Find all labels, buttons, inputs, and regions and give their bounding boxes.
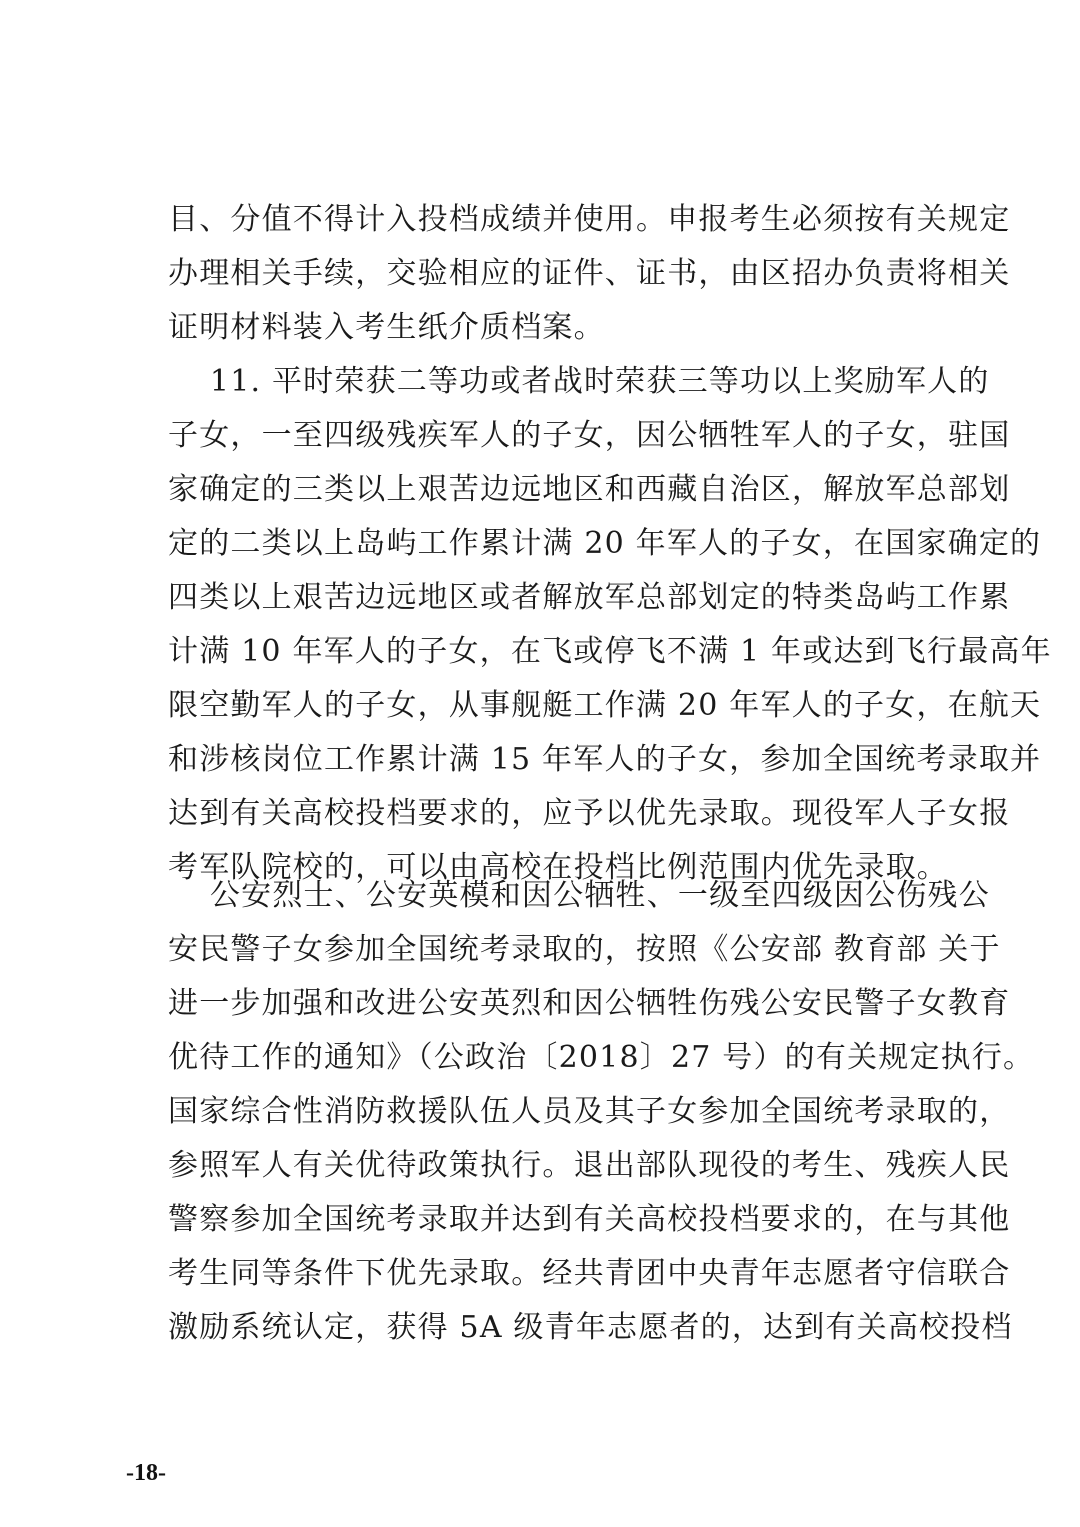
text-line: 考生同等条件下优先录取。经共青团中央青年志愿者守信联合 bbox=[168, 1256, 1011, 1291]
text-line: 激励系统认定，获得 5A 级青年志愿者的，达到有关高校投档 bbox=[168, 1310, 1013, 1345]
page-number: -18- bbox=[126, 1460, 166, 1486]
text-line: 目、分值不得计入投档成绩并使用。申报考生必须按有关规定 bbox=[168, 202, 1011, 237]
text-line: 达到有关高校投档要求的，应予以优先录取。现役军人子女报 bbox=[168, 796, 1011, 831]
paragraph-3 bbox=[168, 869, 1035, 1355]
text-line: 11. 平时荣获二等功或者战时荣获三等功以上奖励军人的 bbox=[168, 364, 990, 399]
paragraph-2 bbox=[168, 355, 1052, 895]
text-line: 参照军人有关优待政策执行。退出部队现役的考生、残疾人民 bbox=[168, 1148, 1011, 1183]
text-line: 限空勤军人的子女，从事舰艇工作满 20 年军人的子女，在航天 bbox=[168, 688, 1042, 723]
text-line: 优待工作的通知》（公政治〔2018〕27 号）的有关规定执行。 bbox=[168, 1040, 1035, 1075]
text-line: 国家综合性消防救援队伍人员及其子女参加全国统考录取的， bbox=[168, 1094, 1011, 1129]
text-line: 定的二类以上岛屿工作累计满 20 年军人的子女，在国家确定的 bbox=[168, 526, 1042, 561]
text-line: 安民警子女参加全国统考录取的，按照《公安部 教育部 关于 bbox=[168, 932, 1001, 967]
text-line: 办理相关手续，交验相应的证件、证书，由区招办负责将相关 bbox=[168, 256, 1011, 291]
text-line: 进一步加强和改进公安英烈和因公牺牲伤残公安民警子女教育 bbox=[168, 986, 1011, 1021]
text-line: 计满 10 年军人的子女，在飞或停飞不满 1 年或达到飞行最高年 bbox=[168, 634, 1052, 669]
text-line: 公安烈士、公安英模和因公牺牲、一级至四级因公伤残公 bbox=[168, 878, 990, 913]
text-line: 警察参加全国统考录取并达到有关高校投档要求的，在与其他 bbox=[168, 1202, 1011, 1237]
text-line: 证明材料装入考生纸介质档案。 bbox=[168, 310, 605, 345]
text-line: 家确定的三类以上艰苦边远地区和西藏自治区，解放军总部划 bbox=[168, 472, 1011, 507]
text-line: 四类以上艰苦边远地区或者解放军总部划定的特类岛屿工作累 bbox=[168, 580, 1011, 615]
paragraph-1 bbox=[168, 193, 1011, 355]
text-line: 和涉核岗位工作累计满 15 年军人的子女，参加全国统考录取并 bbox=[168, 742, 1042, 777]
text-line: 子女，一至四级残疾军人的子女，因公牺牲军人的子女，驻国 bbox=[168, 418, 1011, 453]
text-line: 考军队院校的，可以由高校在投档比例范围内优先录取。 bbox=[168, 850, 948, 885]
